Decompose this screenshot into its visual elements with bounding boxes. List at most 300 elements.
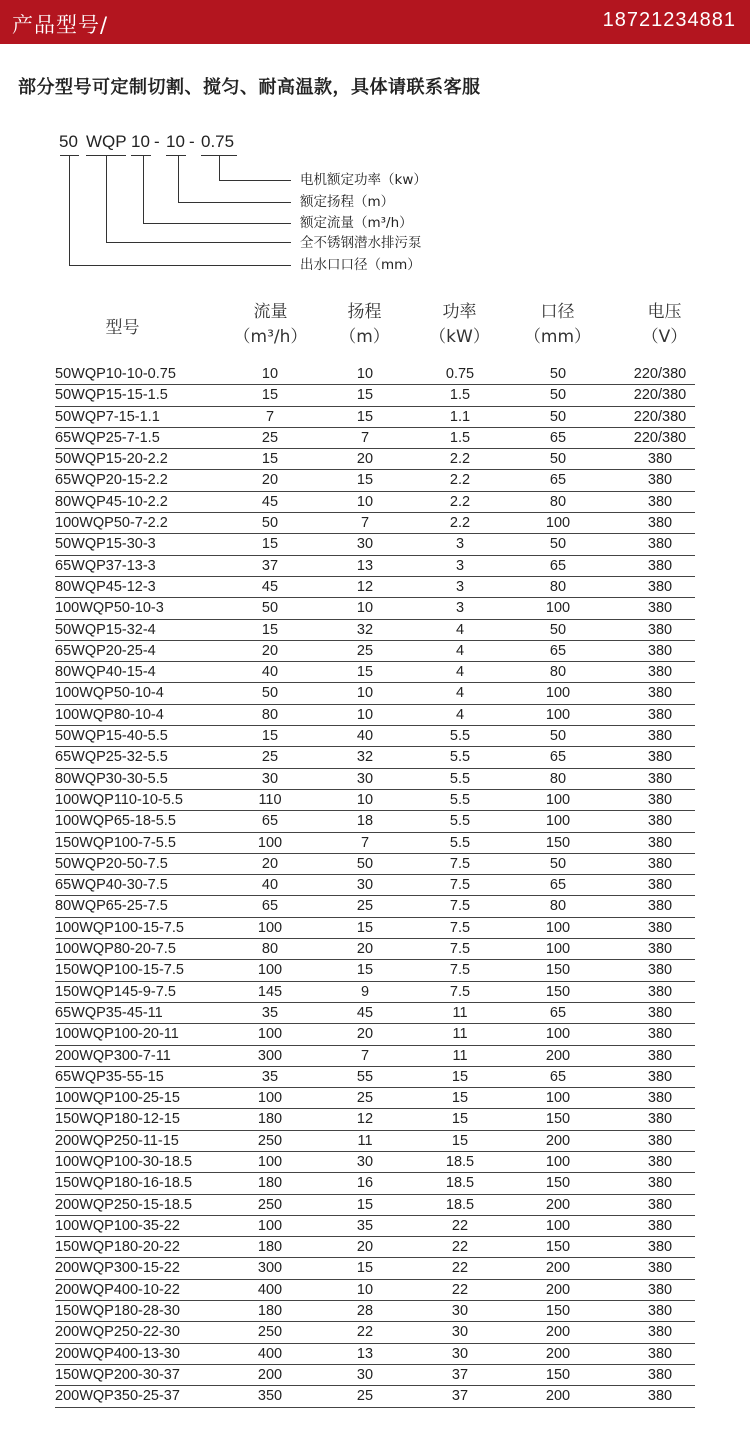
leader-type-v	[106, 155, 107, 242]
cell-flow: 65	[261, 813, 279, 830]
cell-voltage: 380	[647, 515, 673, 532]
table-row	[55, 364, 695, 385]
cell-caliber: 150	[545, 1239, 571, 1256]
table-row	[55, 1024, 695, 1045]
cell-voltage: 380	[647, 1281, 673, 1298]
cell-model: 100WQP100-20-11	[55, 1026, 179, 1043]
code-sep-1: -	[154, 132, 160, 151]
cell-head: 18	[356, 813, 374, 830]
table-row	[55, 1216, 695, 1237]
cell-head: 15	[356, 408, 374, 425]
cell-caliber: 50	[549, 728, 567, 745]
cell-caliber: 100	[545, 1217, 571, 1234]
cell-model: 65WQP35-45-11	[55, 1004, 163, 1021]
cell-head: 13	[356, 1345, 374, 1362]
cell-flow: 100	[257, 1217, 283, 1234]
cell-flow: 300	[257, 1047, 283, 1064]
table-row	[55, 1195, 695, 1216]
cell-model: 100WQP50-10-3	[55, 600, 164, 617]
cell-head: 32	[356, 621, 374, 638]
table-row	[55, 811, 695, 832]
cell-caliber: 65	[549, 557, 567, 574]
cell-head: 10	[356, 1281, 374, 1298]
cell-power: 7.5	[449, 941, 471, 958]
cell-voltage: 380	[647, 1026, 673, 1043]
leader-type-h	[106, 242, 291, 243]
cell-flow: 45	[261, 578, 279, 595]
cell-voltage: 380	[647, 1239, 673, 1256]
legend-head: 额定扬程（m）	[300, 194, 395, 210]
cell-flow: 40	[261, 877, 279, 894]
cell-head: 15	[356, 387, 374, 404]
cell-head: 12	[356, 1111, 374, 1128]
table-row	[55, 854, 695, 875]
cell-model: 200WQP350-25-37	[55, 1388, 180, 1405]
cell-model: 100WQP50-7-2.2	[55, 515, 168, 532]
cell-voltage: 380	[647, 1217, 673, 1234]
cell-flow: 15	[261, 621, 279, 638]
table-row	[55, 896, 695, 917]
cell-flow: 20	[261, 855, 279, 872]
cell-model: 80WQP40-15-4	[55, 664, 156, 681]
cell-head: 15	[356, 919, 374, 936]
cell-voltage: 380	[647, 493, 673, 510]
cell-power: 30	[451, 1324, 469, 1341]
cell-voltage: 220/380	[633, 366, 687, 382]
cell-caliber: 50	[549, 536, 567, 553]
table-row	[55, 939, 695, 960]
cell-head: 30	[356, 877, 374, 894]
cell-flow: 400	[257, 1281, 283, 1298]
cell-model: 100WQP80-10-4	[55, 706, 164, 723]
table-row	[55, 1301, 695, 1322]
table-row	[55, 556, 695, 577]
cell-model: 150WQP145-9-7.5	[55, 983, 176, 1000]
cell-voltage: 380	[647, 834, 673, 851]
cell-flow: 180	[257, 1111, 283, 1128]
cell-head: 7	[360, 429, 370, 446]
table-row	[55, 875, 695, 896]
cell-voltage: 380	[647, 1047, 673, 1064]
cell-power: 7.5	[449, 919, 471, 936]
cell-model: 50WQP15-20-2.2	[55, 451, 168, 468]
cell-model: 100WQP65-18-5.5	[55, 813, 176, 830]
cell-flow: 35	[261, 1068, 279, 1085]
header-banner	[0, 0, 750, 44]
cell-power: 11	[452, 1026, 468, 1043]
header-head: 扬程 （m）	[339, 302, 390, 347]
cell-voltage: 380	[647, 1260, 673, 1277]
cell-head: 32	[356, 749, 374, 766]
cell-model: 200WQP300-7-11	[55, 1047, 171, 1064]
cell-caliber: 50	[549, 366, 567, 382]
cell-power: 22	[451, 1281, 469, 1298]
cell-model: 65WQP25-32-5.5	[55, 749, 168, 766]
cell-head: 9	[360, 983, 370, 1000]
cell-flow: 110	[258, 791, 282, 808]
cell-caliber: 150	[545, 1111, 571, 1128]
cell-model: 100WQP100-15-7.5	[55, 919, 184, 936]
cell-power: 5.5	[449, 749, 471, 766]
cell-voltage: 380	[647, 557, 673, 574]
cell-caliber: 100	[545, 1153, 571, 1170]
cell-power: 5.5	[449, 834, 471, 851]
cell-head: 10	[356, 366, 374, 382]
cell-power: 15	[451, 1111, 469, 1128]
leader-power-h	[219, 180, 291, 181]
cell-head: 7	[360, 834, 370, 851]
cell-model: 150WQP180-16-18.5	[55, 1175, 193, 1192]
cell-voltage: 380	[647, 877, 673, 894]
cell-model: 80WQP30-30-5.5	[55, 770, 168, 787]
cell-model: 150WQP100-15-7.5	[55, 962, 184, 979]
cell-flow: 350	[257, 1388, 283, 1405]
cell-head: 35	[356, 1217, 374, 1234]
cell-power: 22	[451, 1217, 469, 1234]
cell-flow: 250	[257, 1324, 283, 1341]
cell-model: 100WQP100-35-22	[55, 1217, 180, 1234]
cell-head: 30	[356, 1366, 374, 1383]
table-row	[55, 1258, 695, 1279]
cell-model: 50WQP15-30-3	[55, 536, 156, 553]
cell-power: 37	[451, 1366, 469, 1383]
code-part-flow: 10	[131, 132, 150, 151]
cell-model: 100WQP100-25-15	[55, 1090, 180, 1107]
cell-flow: 37	[261, 557, 279, 574]
table-row	[55, 1152, 695, 1173]
cell-voltage: 380	[647, 706, 673, 723]
cell-voltage: 380	[647, 941, 673, 958]
cell-flow: 100	[257, 1090, 283, 1107]
cell-caliber: 100	[545, 706, 571, 723]
cell-caliber: 100	[545, 1026, 571, 1043]
cell-head: 45	[356, 1004, 374, 1021]
cell-voltage: 380	[647, 919, 673, 936]
cell-head: 55	[356, 1068, 374, 1085]
cell-power: 11	[452, 1047, 468, 1064]
cell-power: 37	[451, 1388, 469, 1405]
cell-caliber: 150	[545, 962, 571, 979]
cell-flow: 180	[257, 1239, 283, 1256]
table-row	[55, 1237, 695, 1258]
table-row	[55, 918, 695, 939]
cell-caliber: 65	[549, 877, 567, 894]
cell-flow: 100	[257, 919, 283, 936]
cell-voltage: 380	[647, 983, 673, 1000]
cell-flow: 25	[261, 429, 279, 446]
cell-voltage: 380	[647, 1090, 673, 1107]
cell-voltage: 380	[647, 1303, 673, 1320]
cell-model: 200WQP300-15-22	[55, 1260, 180, 1277]
cell-caliber: 200	[545, 1281, 571, 1298]
header-power: 功率 （kW）	[429, 302, 490, 347]
table-row	[55, 833, 695, 854]
cell-voltage: 380	[647, 642, 673, 659]
table-row	[55, 1067, 695, 1088]
cell-power: 30	[451, 1303, 469, 1320]
cell-power: 7.5	[449, 898, 471, 915]
cell-power: 22	[451, 1260, 469, 1277]
cell-flow: 180	[257, 1175, 283, 1192]
cell-head: 7	[360, 515, 370, 532]
cell-power: 3	[455, 578, 465, 595]
cell-flow: 145	[257, 983, 283, 1000]
cell-model: 200WQP250-15-18.5	[55, 1196, 193, 1213]
table-row	[55, 492, 695, 513]
cell-model: 100WQP80-20-7.5	[55, 941, 176, 958]
cell-head: 50	[356, 855, 374, 872]
cell-caliber: 80	[549, 578, 567, 595]
cell-caliber: 100	[545, 515, 571, 532]
table-row	[55, 577, 695, 598]
header-flow: 流量 （m³/h）	[233, 302, 308, 347]
cell-flow: 10	[261, 366, 279, 382]
cell-caliber: 100	[545, 813, 571, 830]
table-row	[55, 1280, 695, 1301]
cell-voltage: 380	[647, 600, 673, 617]
legend-flow: 额定流量（m³/h）	[300, 215, 413, 231]
leader-head-h	[178, 202, 291, 203]
cell-head: 10	[356, 600, 374, 617]
cell-model: 65WQP20-15-2.2	[55, 472, 168, 489]
cell-power: 5.5	[449, 728, 471, 745]
cell-model: 150WQP100-7-5.5	[55, 834, 176, 851]
cell-caliber: 150	[545, 1175, 571, 1192]
cell-head: 10	[356, 493, 374, 510]
cell-head: 20	[356, 941, 374, 958]
cell-power: 15	[451, 1132, 469, 1149]
cell-power: 18.5	[445, 1196, 475, 1213]
cell-voltage: 380	[647, 728, 673, 745]
cell-flow: 30	[261, 770, 279, 787]
cell-model: 100WQP50-10-4	[55, 685, 164, 702]
cell-caliber: 50	[549, 387, 567, 404]
cell-power: 4	[455, 664, 465, 681]
cell-model: 50WQP15-40-5.5	[55, 728, 168, 745]
table-row	[55, 982, 695, 1003]
table-row	[55, 705, 695, 726]
cell-model: 150WQP180-28-30	[55, 1303, 180, 1320]
cell-head: 10	[356, 685, 374, 702]
cell-head: 10	[356, 791, 374, 808]
cell-model: 100WQP110-10-5.5	[55, 791, 183, 808]
phone-number[interactable]: 18721234881	[602, 9, 736, 31]
cell-power: 3	[455, 557, 465, 574]
table-row	[55, 620, 695, 641]
cell-flow: 15	[261, 387, 279, 404]
cell-power: 4	[455, 685, 465, 702]
table-row	[55, 407, 695, 428]
cell-caliber: 200	[545, 1324, 571, 1341]
cell-power: 1.5	[449, 387, 471, 404]
cell-head: 30	[356, 770, 374, 787]
cell-caliber: 50	[549, 451, 567, 468]
legend-caliber: 出水口口径（mm）	[300, 257, 421, 273]
cell-caliber: 65	[549, 1068, 567, 1085]
leader-flow-h	[143, 223, 291, 224]
code-part-caliber: 50	[59, 132, 78, 151]
cell-caliber: 200	[545, 1132, 571, 1149]
cell-voltage: 380	[647, 1388, 673, 1405]
cell-caliber: 50	[549, 855, 567, 872]
cell-caliber: 150	[545, 1366, 571, 1383]
bracket-head	[166, 155, 186, 156]
cell-model: 100WQP100-30-18.5	[55, 1153, 193, 1170]
cell-caliber: 50	[549, 621, 567, 638]
cell-power: 15	[451, 1090, 469, 1107]
cell-model: 200WQP250-22-30	[55, 1324, 180, 1341]
cell-model: 80WQP45-12-3	[55, 578, 156, 595]
cell-voltage: 380	[647, 1111, 673, 1128]
cell-voltage: 380	[647, 472, 673, 489]
cell-head: 12	[356, 578, 374, 595]
cell-caliber: 80	[549, 664, 567, 681]
cell-power: 7.5	[449, 855, 471, 872]
cell-voltage: 220/380	[633, 429, 687, 446]
cell-flow: 250	[257, 1132, 283, 1149]
cell-model: 200WQP250-11-15	[55, 1132, 179, 1149]
cell-flow: 250	[257, 1196, 283, 1213]
cell-flow: 50	[261, 600, 279, 617]
cell-head: 22	[356, 1324, 374, 1341]
table-row	[55, 428, 695, 449]
cell-flow: 80	[261, 706, 279, 723]
cell-voltage: 380	[647, 1004, 673, 1021]
table-row	[55, 790, 695, 811]
leader-power-v	[219, 155, 220, 180]
cell-caliber: 150	[545, 983, 571, 1000]
cell-head: 16	[356, 1175, 374, 1192]
cell-power: 22	[451, 1239, 469, 1256]
cell-voltage: 380	[647, 791, 673, 808]
cell-power: 2.2	[449, 493, 471, 510]
cell-power: 5.5	[449, 770, 471, 787]
cell-head: 15	[356, 664, 374, 681]
cell-power: 7.5	[449, 962, 471, 979]
cell-power: 3	[455, 600, 465, 617]
cell-voltage: 380	[647, 1068, 673, 1085]
table-row	[55, 1109, 695, 1130]
cell-voltage: 380	[647, 855, 673, 872]
cell-model: 50WQP20-50-7.5	[55, 855, 168, 872]
table-row	[55, 747, 695, 768]
table-row	[55, 1173, 695, 1194]
table-row	[55, 662, 695, 683]
cell-voltage: 380	[647, 1196, 673, 1213]
cell-power: 7.5	[449, 983, 471, 1000]
table-row	[55, 1003, 695, 1024]
cell-power: 0.75	[445, 366, 475, 382]
cell-model: 65WQP20-25-4	[55, 642, 156, 659]
cell-flow: 100	[257, 1153, 283, 1170]
cell-caliber: 65	[549, 1004, 567, 1021]
cell-power: 5.5	[449, 791, 471, 808]
cell-flow: 50	[261, 515, 279, 532]
cell-head: 40	[356, 728, 374, 745]
table-row	[55, 960, 695, 981]
cell-model: 65WQP35-55-15	[55, 1068, 164, 1085]
cell-caliber: 200	[545, 1388, 571, 1405]
cell-flow: 50	[261, 685, 279, 702]
code-part-head: 10	[166, 132, 185, 151]
table-row	[55, 513, 695, 534]
cell-voltage: 380	[647, 1345, 673, 1362]
cell-voltage: 380	[647, 898, 673, 915]
cell-flow: 65	[261, 898, 279, 915]
customization-notice: 部分型号可定制切割、搅匀、耐高温款，具体请联系客服	[18, 77, 481, 98]
cell-power: 4	[455, 642, 465, 659]
table-row	[55, 1046, 695, 1067]
cell-flow: 400	[257, 1345, 283, 1362]
cell-model: 150WQP180-12-15	[55, 1111, 180, 1128]
cell-model: 50WQP10-10-0.75	[55, 366, 176, 382]
cell-head: 20	[356, 451, 374, 468]
cell-caliber: 200	[545, 1196, 571, 1213]
cell-power: 2.2	[449, 472, 471, 489]
cell-model: 150WQP180-20-22	[55, 1239, 180, 1256]
cell-flow: 15	[261, 536, 279, 553]
cell-voltage: 380	[647, 1324, 673, 1341]
code-sep-2: -	[189, 132, 195, 151]
cell-flow: 40	[261, 664, 279, 681]
cell-power: 3	[455, 536, 465, 553]
cell-caliber: 200	[545, 1047, 571, 1064]
cell-power: 4	[455, 621, 465, 638]
cell-caliber: 150	[545, 834, 571, 851]
cell-power: 15	[451, 1068, 469, 1085]
cell-model: 80WQP45-10-2.2	[55, 493, 168, 510]
cell-head: 15	[356, 1196, 374, 1213]
cell-voltage: 380	[647, 664, 673, 681]
cell-head: 25	[356, 1388, 374, 1405]
cell-head: 15	[356, 1260, 374, 1277]
table-header	[0, 300, 750, 356]
cell-caliber: 100	[545, 791, 571, 808]
header-model: 型号	[105, 318, 140, 338]
cell-voltage: 380	[647, 685, 673, 702]
cell-power: 5.5	[449, 813, 471, 830]
cell-caliber: 80	[549, 770, 567, 787]
cell-flow: 100	[257, 1026, 283, 1043]
leader-caliber-h	[69, 265, 291, 266]
cell-caliber: 100	[545, 919, 571, 936]
cell-head: 11	[357, 1132, 373, 1149]
cell-voltage: 380	[647, 1366, 673, 1383]
cell-caliber: 100	[545, 685, 571, 702]
cell-head: 28	[356, 1303, 374, 1320]
cell-model: 65WQP37-13-3	[55, 557, 156, 574]
cell-model: 50WQP7-15-1.1	[55, 408, 160, 425]
cell-flow: 300	[257, 1260, 283, 1277]
cell-voltage: 380	[647, 536, 673, 553]
cell-power: 18.5	[445, 1153, 475, 1170]
cell-head: 25	[356, 642, 374, 659]
cell-caliber: 150	[545, 1303, 571, 1320]
cell-voltage: 220/380	[633, 408, 687, 425]
cell-caliber: 100	[545, 941, 571, 958]
cell-power: 30	[451, 1345, 469, 1362]
cell-voltage: 380	[647, 770, 673, 787]
cell-power: 11	[452, 1004, 468, 1021]
cell-caliber: 200	[545, 1345, 571, 1362]
code-part-type: WQP	[86, 132, 127, 151]
cell-flow: 20	[261, 642, 279, 659]
cell-caliber: 100	[545, 600, 571, 617]
cell-model: 50WQP15-32-4	[55, 621, 156, 638]
cell-model: 200WQP400-10-22	[55, 1281, 180, 1298]
cell-voltage: 380	[647, 1132, 673, 1149]
table-row	[55, 683, 695, 704]
